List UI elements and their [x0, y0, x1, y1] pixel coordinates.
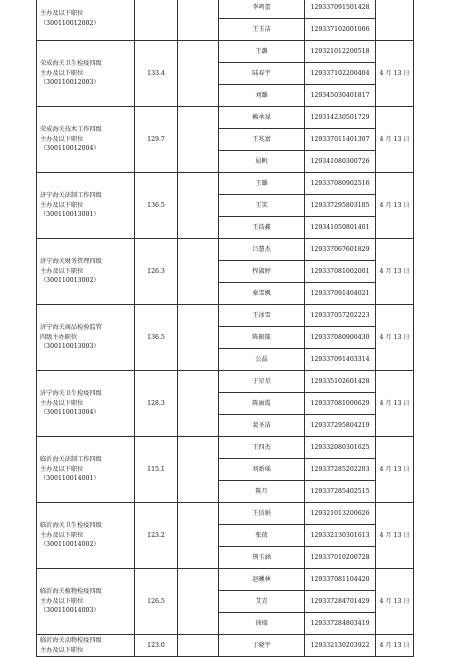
- candidate-name: 王笑: [219, 195, 305, 217]
- table-row: [37, 41, 414, 63]
- candidate-id: 129337081104420: [305, 569, 376, 591]
- candidate-name: 王信娟: [219, 503, 305, 525]
- interview-date: 4 月 13 日: [376, 503, 414, 569]
- candidate-name: 张倩: [219, 525, 305, 547]
- min-score-cell: 133.4: [135, 41, 178, 107]
- table-row: [37, 635, 414, 657]
- min-score-cell: 123.2: [135, 503, 178, 569]
- position-cell: [37, 371, 135, 437]
- blank-cell: [178, 0, 219, 41]
- candidate-id: 129337091501428: [305, 0, 376, 19]
- candidate-id: 129314230501729: [305, 107, 376, 129]
- candidate-id: 129337080902516: [305, 173, 376, 195]
- candidate-id: 129337091403314: [305, 349, 376, 371]
- interview-date: 4 月 13 日: [376, 239, 414, 305]
- candidate-name: 王冰雪: [219, 305, 305, 327]
- candidate-name: 赖承禄: [219, 107, 305, 129]
- candidate-id: 129332130203922: [305, 635, 376, 657]
- min-score-cell: 136.5: [135, 305, 178, 371]
- interview-date: 4 月 13 日: [376, 569, 414, 635]
- candidate-name: 丁晓宇: [219, 635, 305, 657]
- candidate-id: 129337081000629: [305, 393, 376, 415]
- blank-cell: [178, 437, 219, 503]
- blank-cell: [178, 635, 219, 657]
- candidate-id: 129341050801401: [305, 217, 376, 239]
- position-line: 主办及以下职位: [40, 465, 84, 473]
- position-cell: [37, 503, 135, 569]
- interview-list-table: [36, 0, 414, 657]
- position-line: 主办及以下职位: [40, 646, 84, 654]
- candidate-name: 刘璐: [219, 85, 305, 107]
- candidate-name: 王潞: [219, 41, 305, 63]
- position-line: 主办及以下职位: [40, 69, 84, 77]
- candidate-id: 129345030401817: [305, 85, 376, 107]
- candidate-name: 王玉洁: [219, 19, 305, 41]
- candidate-id: 129337010200728: [305, 547, 376, 569]
- table-row: [37, 0, 414, 19]
- position-line: （300110014002）: [40, 541, 100, 549]
- candidate-id: 129335102601428: [305, 371, 376, 393]
- position-line: 济宁海关商品检验监管: [40, 324, 102, 332]
- candidate-name: 屈帆: [219, 151, 305, 173]
- table-row: [37, 107, 414, 129]
- candidate-id: 129321013200626: [305, 503, 376, 525]
- interview-date: 4 月 13 日: [376, 41, 414, 107]
- position-line: 临沂海关卫生检疫四级: [40, 522, 102, 530]
- candidate-name: 公晶: [219, 349, 305, 371]
- blank-cell: [178, 173, 219, 239]
- table-row: [37, 173, 414, 195]
- candidate-id: 129332080301625: [305, 437, 376, 459]
- position-line: （300110014003）: [40, 607, 100, 615]
- position-cell: [37, 635, 135, 657]
- position-cell: [37, 173, 135, 239]
- candidate-id: 129337285402515: [305, 481, 376, 503]
- candidate-id: 129337102001006: [305, 19, 376, 41]
- candidate-id: 129321012200518: [305, 41, 376, 63]
- position-line: （300110012002）: [40, 19, 100, 27]
- candidate-name: 徐瑞: [219, 613, 305, 635]
- position-cell: [37, 239, 135, 305]
- interview-date: 4 月 13 日: [376, 371, 414, 437]
- blank-cell: [178, 41, 219, 107]
- position-line: 主办及以下职位: [40, 267, 84, 275]
- candidate-id: 129337067601829: [305, 239, 376, 261]
- position-line: 临沂海关法制工作四级: [40, 456, 102, 464]
- candidate-name: 王璐: [219, 173, 305, 195]
- table-body: [37, 0, 414, 657]
- min-score-cell: 123.0: [135, 635, 178, 657]
- position-line: 主办及以下职位: [40, 597, 84, 605]
- candidate-name: 陈振镭: [219, 327, 305, 349]
- candidate-name: 王四杰: [219, 437, 305, 459]
- interview-date: 4 月 13 日: [376, 635, 414, 657]
- candidate-name: 王兆富: [219, 129, 305, 151]
- position-line: （300110013002）: [40, 277, 100, 285]
- table-row: [37, 503, 414, 525]
- candidate-id: 129337011401307: [305, 129, 376, 151]
- position-line: 主办及以下职位: [40, 399, 84, 407]
- candidate-name: 王浩鑫: [219, 217, 305, 239]
- min-score-cell: 129.7: [135, 107, 178, 173]
- interview-date: 4 月 13 日: [376, 437, 414, 503]
- candidate-name: 刘新瑶: [219, 459, 305, 481]
- candidate-id: 129341080300726: [305, 151, 376, 173]
- min-score-cell: 126.5: [135, 569, 178, 635]
- min-score-cell: 128.3: [135, 371, 178, 437]
- min-score-cell: 126.3: [135, 239, 178, 305]
- position-line: 临沂海关动物检疫四级: [40, 636, 102, 644]
- candidate-id: 129337284701429: [305, 591, 376, 613]
- interview-date: 4 月 13 日: [376, 305, 414, 371]
- table-row: [37, 371, 414, 393]
- candidate-name: 陈丽霞: [219, 393, 305, 415]
- candidate-name: 李鸣蕾: [219, 0, 305, 19]
- blank-cell: [178, 305, 219, 371]
- candidate-name: 吕慧杰: [219, 239, 305, 261]
- position-line: 主办及以下职位: [40, 9, 84, 17]
- position-cell: [37, 569, 135, 635]
- blank-cell: [178, 569, 219, 635]
- results-sheet: [36, 0, 413, 657]
- candidate-name: 艾青: [219, 591, 305, 613]
- position-line: 主办及以下职位: [40, 531, 84, 539]
- candidate-id: 129332130301613: [305, 525, 376, 547]
- candidate-id: 129337057202223: [305, 305, 376, 327]
- position-line: （300110013003）: [40, 343, 100, 351]
- table-row: [37, 239, 414, 261]
- min-score-cell: 115.1: [135, 437, 178, 503]
- blank-cell: [178, 107, 219, 173]
- min-score-cell: [135, 0, 178, 41]
- position-line: （300110012004）: [40, 145, 100, 153]
- blank-cell: [178, 371, 219, 437]
- candidate-id: 129337295804219: [305, 415, 376, 437]
- candidate-name: 程淑婷: [219, 261, 305, 283]
- position-line: （300110014001）: [40, 475, 100, 483]
- position-cell: [37, 41, 135, 107]
- candidate-name: 荆玉涵: [219, 547, 305, 569]
- candidate-id: 129337295803105: [305, 195, 376, 217]
- position-line: 临沂海关植物检疫四级: [40, 588, 102, 596]
- blank-cell: [178, 503, 219, 569]
- candidate-id: 129337285202203: [305, 459, 376, 481]
- blank-cell: [178, 239, 219, 305]
- position-cell: [37, 305, 135, 371]
- min-score-cell: 136.5: [135, 173, 178, 239]
- candidate-name: 陈月: [219, 481, 305, 503]
- candidate-name: 赵曦林: [219, 569, 305, 591]
- position-line: 济宁海关财务管理四级: [40, 258, 102, 266]
- position-line: 四级主办职位: [40, 333, 78, 341]
- candidate-id: 129337080900430: [305, 327, 376, 349]
- table-row: [37, 305, 414, 327]
- candidate-id: 129337284803419: [305, 613, 376, 635]
- position-line: （300110013004）: [40, 409, 100, 417]
- position-line: 主办及以下职位: [40, 201, 84, 209]
- position-cell: [37, 107, 135, 173]
- interview-date: 4 月 13 日: [376, 173, 414, 239]
- position-line: 济宁海关法制工作四级: [40, 192, 102, 200]
- position-line: 荣成海关卫生检疫四级: [40, 60, 102, 68]
- interview-date: [376, 0, 414, 41]
- position-cell: [37, 437, 135, 503]
- position-line: （300110012003）: [40, 79, 100, 87]
- candidate-name: 秦雪枫: [219, 283, 305, 305]
- position-line: 荣成海关技术工作四级: [40, 126, 102, 134]
- table-row: [37, 437, 414, 459]
- interview-date: 4 月 13 日: [376, 107, 414, 173]
- position-line: 济宁海关卫生检疫四级: [40, 390, 102, 398]
- candidate-name: 于星星: [219, 371, 305, 393]
- candidate-name: 陆春宇: [219, 63, 305, 85]
- table-row: [37, 569, 414, 591]
- candidate-id: 129337081002001: [305, 261, 376, 283]
- position-cell: [37, 0, 135, 41]
- position-line: 主办及以下职位: [40, 135, 84, 143]
- candidate-id: 129337091404021: [305, 283, 376, 305]
- candidate-id: 129337102200404: [305, 63, 376, 85]
- candidate-name: 裴圣洁: [219, 415, 305, 437]
- position-line: （300110013001）: [40, 211, 100, 219]
